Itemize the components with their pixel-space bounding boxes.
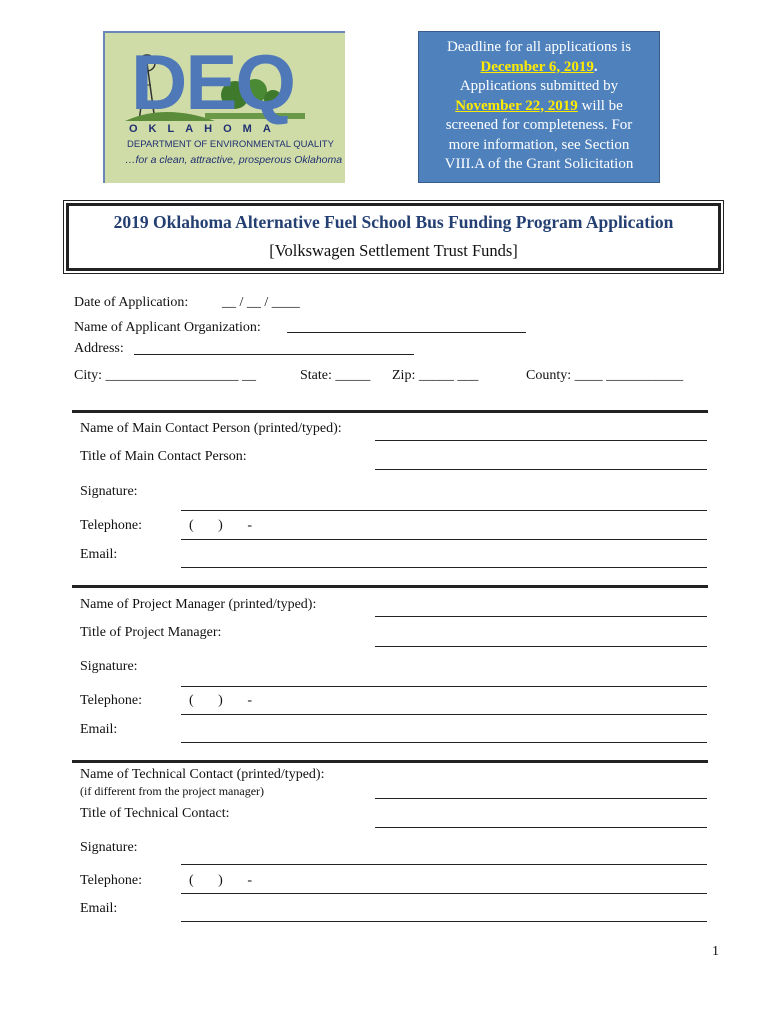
logo-wordmark: DEQ bbox=[131, 38, 295, 126]
deadline-period: . bbox=[593, 58, 598, 75]
main-contact-name-label: Name of Main Contact Person (printed/typed): bbox=[80, 421, 342, 436]
tech-email-field[interactable] bbox=[181, 921, 707, 922]
section-divider bbox=[72, 410, 708, 413]
tech-telephone-label: Telephone: bbox=[80, 873, 142, 888]
tech-title-field[interactable] bbox=[375, 827, 707, 828]
deadline-line5: more information, see Section bbox=[448, 136, 630, 153]
pm-signature-label: Signature: bbox=[80, 659, 138, 674]
section-divider bbox=[72, 760, 708, 763]
pm-name-field[interactable] bbox=[375, 616, 707, 617]
deadline-notice bbox=[418, 31, 660, 183]
section-divider bbox=[72, 585, 708, 588]
deadline-line6: VIII.A of the Grant Solicitation bbox=[444, 156, 634, 172]
logo-state: OKLAHOMA bbox=[129, 123, 282, 135]
main-contact-title-field[interactable] bbox=[375, 469, 707, 470]
pm-name-label: Name of Project Manager (printed/typed): bbox=[80, 597, 317, 612]
pm-telephone-label: Telephone: bbox=[80, 693, 142, 708]
deadline-line1: Deadline for all applications is bbox=[446, 39, 632, 55]
address-label: Address: bbox=[74, 341, 124, 356]
org-field[interactable] bbox=[287, 332, 526, 333]
tech-note: (if different from the project manager) bbox=[80, 784, 265, 798]
main-contact-title-label: Title of Main Contact Person: bbox=[80, 449, 247, 464]
pm-title-label: Title of Project Manager: bbox=[80, 625, 222, 640]
org-label: Name of Applicant Organization: bbox=[74, 320, 261, 335]
main-contact-email-label: Email: bbox=[80, 547, 118, 562]
tech-name-field[interactable] bbox=[375, 798, 707, 799]
tech-signature-label: Signature: bbox=[80, 840, 138, 855]
address-field[interactable] bbox=[134, 354, 414, 355]
logo-tagline: …for a clean, attractive, prosperous Oklahoma bbox=[125, 154, 343, 166]
pm-telephone-format: ( ) - bbox=[189, 693, 252, 708]
tech-name-label: Name of Technical Contact (printed/typed): bbox=[80, 767, 325, 782]
deq-logo bbox=[103, 31, 345, 183]
tech-title-label: Title of Technical Contact: bbox=[80, 806, 230, 821]
title-box bbox=[63, 200, 724, 274]
deadline-date: December 6, 2019 bbox=[480, 58, 594, 75]
pm-title-field[interactable] bbox=[375, 646, 707, 647]
pm-email-field[interactable] bbox=[181, 742, 707, 743]
main-contact-telephone-label: Telephone: bbox=[80, 518, 142, 533]
tech-telephone-field[interactable] bbox=[181, 893, 707, 894]
main-contact-telephone-field[interactable] bbox=[181, 539, 707, 540]
state-field[interactable]: State: _____ bbox=[300, 368, 371, 383]
form-title: 2019 Oklahoma Alternative Fuel School Bus Funding Program Application bbox=[113, 212, 674, 232]
main-contact-email-field[interactable] bbox=[181, 567, 707, 568]
pm-signature-field[interactable] bbox=[181, 686, 707, 687]
county-field[interactable]: County: ____ ___________ bbox=[526, 368, 684, 383]
zip-field[interactable]: Zip: _____ ___ bbox=[392, 368, 479, 383]
pm-telephone-field[interactable] bbox=[181, 714, 707, 715]
main-contact-signature-label: Signature: bbox=[80, 484, 138, 499]
main-contact-telephone-format: ( ) - bbox=[189, 518, 252, 533]
page-number: 1 bbox=[712, 944, 719, 959]
city-field[interactable]: City: ___________________ __ bbox=[74, 368, 257, 383]
pm-email-label: Email: bbox=[80, 722, 118, 737]
main-contact-signature-field[interactable] bbox=[181, 510, 707, 511]
date-label: Date of Application: bbox=[74, 295, 189, 310]
tech-telephone-format: ( ) - bbox=[189, 873, 252, 888]
main-contact-name-field[interactable] bbox=[375, 440, 707, 441]
deadline-line3: will be bbox=[577, 97, 623, 114]
deadline-line4: screened for completeness. For bbox=[445, 117, 633, 133]
date-field[interactable]: __ / __ / ____ bbox=[222, 295, 300, 310]
tech-email-label: Email: bbox=[80, 901, 118, 916]
screening-date: November 22, 2019 bbox=[455, 97, 578, 114]
deadline-line2: Applications submitted by bbox=[459, 78, 619, 94]
logo-department: DEPARTMENT OF ENVIRONMENTAL QUALITY bbox=[127, 139, 334, 150]
tech-signature-field[interactable] bbox=[181, 864, 707, 865]
form-subtitle: [Volkswagen Settlement Trust Funds] bbox=[269, 241, 518, 260]
